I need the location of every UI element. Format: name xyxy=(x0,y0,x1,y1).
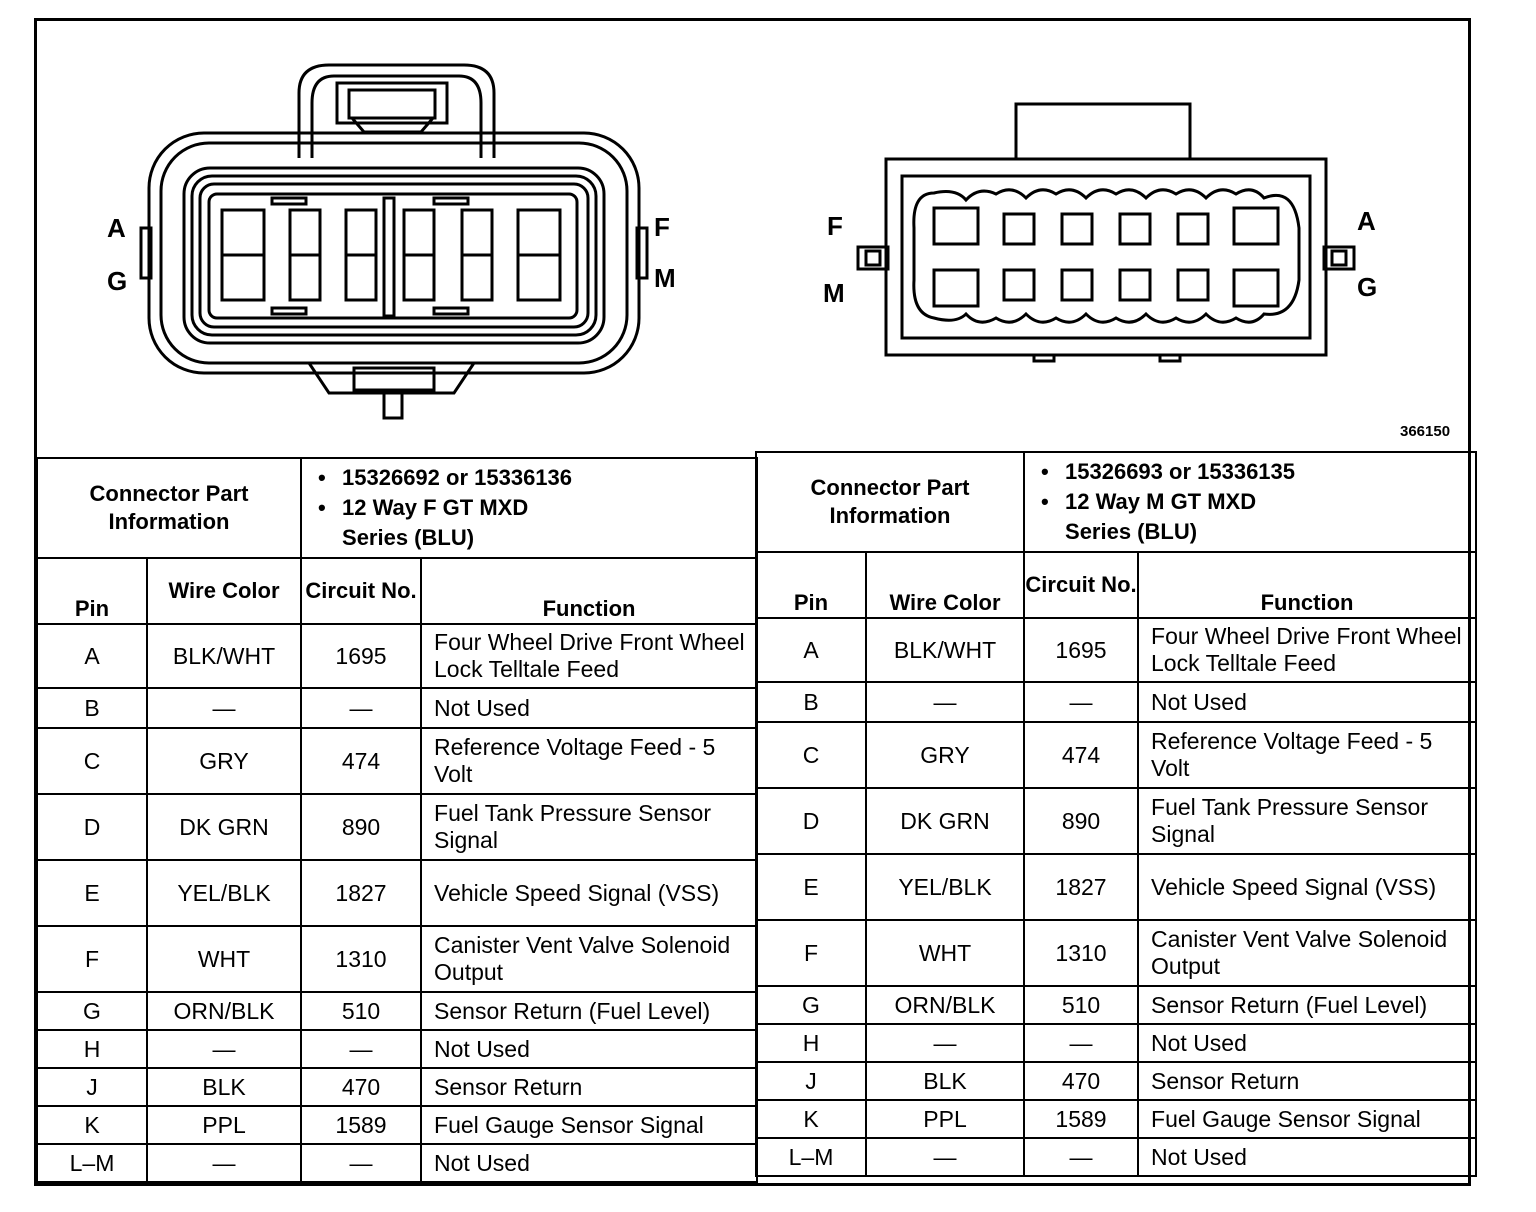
connector-drawing-area xyxy=(34,18,1471,458)
function-cell: Not Used xyxy=(421,1030,757,1068)
table-row xyxy=(37,624,757,688)
part-numbers: • 15326693 or 15336135 xyxy=(1065,457,1475,487)
wire-color-cell: BLK xyxy=(866,1062,1024,1100)
circuit-cell: 1827 xyxy=(1024,854,1138,920)
circuit-cell: 474 xyxy=(1024,722,1138,788)
function-cell: Sensor Return (Fuel Level) xyxy=(421,992,757,1030)
figure-number: 366150 xyxy=(1400,423,1451,440)
header-function: Function xyxy=(1138,552,1476,618)
circuit-cell: — xyxy=(301,1030,421,1068)
function-cell: Not Used xyxy=(1138,682,1476,722)
function-cell: Fuel Tank Pressure Sensor Signal xyxy=(421,794,757,860)
female-label-bottom-left: G xyxy=(107,266,128,296)
wire-color-cell: WHT xyxy=(866,920,1024,986)
connector-series: Series (BLU) xyxy=(342,525,475,550)
pin-cell: K xyxy=(37,1106,147,1144)
header-wire-color: Wire Color xyxy=(866,552,1024,618)
table-row xyxy=(756,722,1476,788)
connector-type: • 12 Way M GT MXD xyxy=(1065,487,1475,517)
table-row xyxy=(37,1106,757,1144)
male-label-top-right: A xyxy=(1357,206,1376,236)
pinout-table-male xyxy=(755,451,1477,1177)
pin-cell: A xyxy=(756,618,866,682)
table-row xyxy=(37,728,757,794)
female-label-top-right: F xyxy=(654,212,670,242)
table-row xyxy=(37,1068,757,1106)
pin-cell: F xyxy=(756,920,866,986)
wire-color-cell: DK GRN xyxy=(147,794,301,860)
wire-color-cell: BLK/WHT xyxy=(147,624,301,688)
function-cell: Not Used xyxy=(1138,1024,1476,1062)
circuit-cell: 890 xyxy=(301,794,421,860)
circuit-cell: 890 xyxy=(1024,788,1138,854)
pin-cell: J xyxy=(37,1068,147,1106)
connector-info-label: Connector Part Information xyxy=(37,458,301,558)
function-cell: Fuel Gauge Sensor Signal xyxy=(421,1106,757,1144)
pin-cell: G xyxy=(756,986,866,1024)
male-label-bottom-left: M xyxy=(823,278,845,308)
pin-cell: D xyxy=(37,794,147,860)
wire-color-cell: BLK/WHT xyxy=(866,618,1024,682)
wire-color-cell: — xyxy=(147,688,301,728)
circuit-cell: — xyxy=(1024,682,1138,722)
circuit-cell: 1695 xyxy=(1024,618,1138,682)
connector-info-label: Connector Part Information xyxy=(756,452,1024,552)
male-label-bottom-right: G xyxy=(1357,272,1378,302)
connector-info-row xyxy=(37,458,757,558)
male-connector-drawing xyxy=(834,18,1474,458)
circuit-cell: 1827 xyxy=(301,860,421,926)
pin-cell: D xyxy=(756,788,866,854)
pin-rows xyxy=(37,624,757,1182)
pin-cell: B xyxy=(37,688,147,728)
header-circuit-no: Circuit No. xyxy=(301,558,421,624)
connector-type: • 12 Way F GT MXD xyxy=(342,493,756,523)
wire-color-cell: WHT xyxy=(147,926,301,992)
circuit-cell: 510 xyxy=(1024,986,1138,1024)
pin-cell: K xyxy=(756,1100,866,1138)
pin-cell: H xyxy=(756,1024,866,1062)
function-cell: Not Used xyxy=(421,688,757,728)
header-row xyxy=(756,552,1476,618)
connector-info-items xyxy=(301,458,757,558)
wire-color-cell: BLK xyxy=(147,1068,301,1106)
circuit-cell: 1310 xyxy=(301,926,421,992)
female-pin-cavities xyxy=(222,210,560,300)
circuit-cell: — xyxy=(1024,1024,1138,1062)
circuit-cell: — xyxy=(301,1144,421,1182)
wire-color-cell: ORN/BLK xyxy=(866,986,1024,1024)
pin-cell: H xyxy=(37,1030,147,1068)
wire-color-cell: — xyxy=(866,1138,1024,1176)
pinout-table-female xyxy=(36,457,758,1183)
circuit-cell: 470 xyxy=(301,1068,421,1106)
wire-color-cell: YEL/BLK xyxy=(866,854,1024,920)
table-row xyxy=(756,1024,1476,1062)
header-pin: Pin xyxy=(756,552,866,618)
wire-color-cell: GRY xyxy=(147,728,301,794)
pin-cell: L–M xyxy=(756,1138,866,1176)
circuit-cell: — xyxy=(1024,1138,1138,1176)
function-cell: Sensor Return xyxy=(1138,1062,1476,1100)
function-cell: Four Wheel Drive Front Wheel Lock Telltale Feed xyxy=(1138,618,1476,682)
wire-color-cell: GRY xyxy=(866,722,1024,788)
female-connector-drawing xyxy=(34,18,674,458)
function-cell: Reference Voltage Feed - 5 Volt xyxy=(1138,722,1476,788)
wire-color-cell: YEL/BLK xyxy=(147,860,301,926)
function-cell: Sensor Return xyxy=(421,1068,757,1106)
pin-cell: E xyxy=(37,860,147,926)
function-cell: Fuel Gauge Sensor Signal xyxy=(1138,1100,1476,1138)
wire-color-cell: — xyxy=(866,682,1024,722)
connector-series: Series (BLU) xyxy=(1065,519,1198,544)
pin-cell: F xyxy=(37,926,147,992)
table-row xyxy=(37,1030,757,1068)
wire-color-cell: — xyxy=(866,1024,1024,1062)
pin-cell: B xyxy=(756,682,866,722)
table-row xyxy=(756,682,1476,722)
circuit-cell: 1310 xyxy=(1024,920,1138,986)
table-row xyxy=(756,618,1476,682)
pin-cell: C xyxy=(37,728,147,794)
function-cell: Not Used xyxy=(421,1144,757,1182)
table-row xyxy=(37,992,757,1030)
pin-cell: L–M xyxy=(37,1144,147,1182)
wire-color-cell: PPL xyxy=(147,1106,301,1144)
table-row xyxy=(37,860,757,926)
pin-rows xyxy=(756,618,1476,1176)
function-cell: Vehicle Speed Signal (VSS) xyxy=(1138,854,1476,920)
wire-color-cell: — xyxy=(147,1030,301,1068)
connector-info-row xyxy=(756,452,1476,552)
male-label-top-left: F xyxy=(827,211,843,241)
function-cell: Canister Vent Valve Solenoid Output xyxy=(1138,920,1476,986)
function-cell: Reference Voltage Feed - 5 Volt xyxy=(421,728,757,794)
table-row xyxy=(37,926,757,992)
function-cell: Vehicle Speed Signal (VSS) xyxy=(421,860,757,926)
circuit-cell: — xyxy=(301,688,421,728)
wire-color-cell: DK GRN xyxy=(866,788,1024,854)
function-cell: Not Used xyxy=(1138,1138,1476,1176)
function-cell: Canister Vent Valve Solenoid Output xyxy=(421,926,757,992)
header-row xyxy=(37,558,757,624)
connector-info-items xyxy=(1024,452,1476,552)
table-row xyxy=(37,794,757,860)
female-label-top-left: A xyxy=(107,213,126,243)
function-cell: Four Wheel Drive Front Wheel Lock Telltale Feed xyxy=(421,624,757,688)
circuit-cell: 470 xyxy=(1024,1062,1138,1100)
function-cell: Fuel Tank Pressure Sensor Signal xyxy=(1138,788,1476,854)
circuit-cell: 474 xyxy=(301,728,421,794)
circuit-cell: 1589 xyxy=(301,1106,421,1144)
circuit-cell: 1695 xyxy=(301,624,421,688)
wire-color-cell: ORN/BLK xyxy=(147,992,301,1030)
table-row xyxy=(756,1100,1476,1138)
table-row xyxy=(37,688,757,728)
male-pin-cavities xyxy=(934,208,1278,306)
header-wire-color: Wire Color xyxy=(147,558,301,624)
table-row xyxy=(756,920,1476,986)
circuit-cell: 1589 xyxy=(1024,1100,1138,1138)
wire-color-cell: — xyxy=(147,1144,301,1182)
part-numbers: • 15326692 or 15336136 xyxy=(342,463,756,493)
pin-cell: A xyxy=(37,624,147,688)
header-pin: Pin xyxy=(37,558,147,624)
pin-cell: G xyxy=(37,992,147,1030)
table-row xyxy=(756,788,1476,854)
pin-cell: J xyxy=(756,1062,866,1100)
function-cell: Sensor Return (Fuel Level) xyxy=(1138,986,1476,1024)
wire-color-cell: PPL xyxy=(866,1100,1024,1138)
table-row xyxy=(756,1138,1476,1176)
circuit-cell: 510 xyxy=(301,992,421,1030)
pin-cell: E xyxy=(756,854,866,920)
header-circuit-no: Circuit No. xyxy=(1024,552,1138,618)
table-row xyxy=(756,986,1476,1024)
table-row xyxy=(756,854,1476,920)
header-function: Function xyxy=(421,558,757,624)
female-label-bottom-right: M xyxy=(654,263,676,293)
table-row xyxy=(37,1144,757,1182)
pin-cell: C xyxy=(756,722,866,788)
table-row xyxy=(756,1062,1476,1100)
